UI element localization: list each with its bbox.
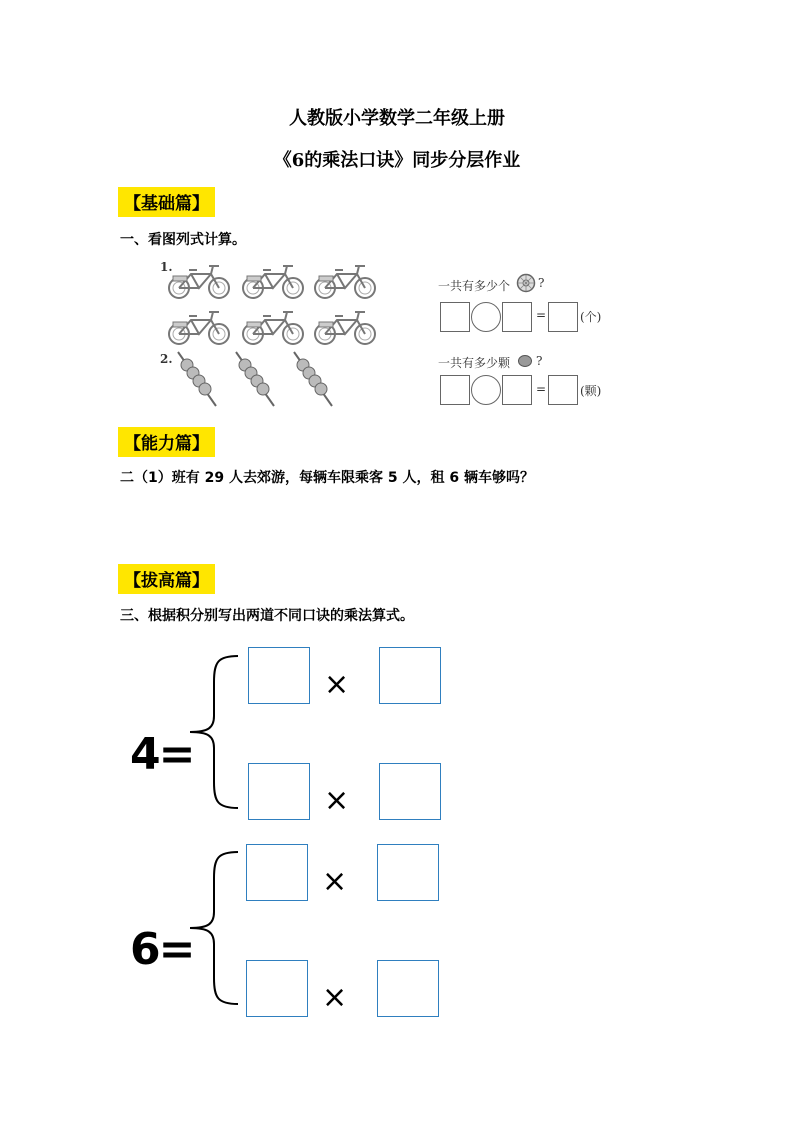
item-1-question-mark: ?	[538, 276, 545, 290]
answer-box-6-b2[interactable]	[377, 960, 439, 1017]
answer-box-6-a2[interactable]	[377, 844, 439, 901]
answer-box-1b[interactable]	[502, 302, 532, 332]
curly-brace-1	[186, 652, 242, 812]
question-1: 一、看图列式计算。	[120, 232, 246, 248]
skewers-illustration	[172, 350, 342, 410]
wheel-icon	[516, 273, 536, 293]
section-tag-basic: 【基础篇】	[118, 187, 215, 217]
bicycles-illustration	[165, 258, 380, 350]
product-4-label: 4=	[130, 729, 194, 780]
answer-box-2c[interactable]	[548, 375, 578, 405]
question-2: 二（1）班有 29 人去郊游，每辆车限乘客 5 人，租 6 辆车够吗？	[120, 470, 534, 486]
times-sign-6-1: ×	[322, 864, 348, 899]
section-tag-advanced: 【拔高篇】	[118, 564, 215, 594]
answer-box-6-a1[interactable]	[246, 844, 308, 901]
operator-circle-2[interactable]	[471, 375, 501, 405]
item-1-label: 1.	[160, 260, 173, 274]
curly-brace-2	[186, 848, 242, 1008]
question-3: 三、根据积分别写出两道不同口诀的乘法算式。	[120, 608, 414, 624]
answer-box-2a[interactable]	[440, 375, 470, 405]
item-2-prompt: 一共有多少颗	[438, 356, 511, 370]
operator-circle-1[interactable]	[471, 302, 501, 332]
times-sign-4-1: ×	[324, 667, 350, 702]
answer-box-1c[interactable]	[548, 302, 578, 332]
answer-box-1a[interactable]	[440, 302, 470, 332]
times-sign-6-2: ×	[322, 980, 348, 1015]
unit-label-2: (颗)	[580, 384, 602, 398]
times-sign-4-2: ×	[324, 783, 350, 818]
answer-box-6-b1[interactable]	[246, 960, 308, 1017]
answer-box-4-a1[interactable]	[248, 647, 310, 704]
section-tag-ability: 【能力篇】	[118, 427, 215, 457]
equals-sign-1: =	[536, 308, 547, 322]
unit-label-1: (个)	[580, 310, 602, 324]
item-2-label: 2.	[160, 352, 173, 366]
product-6-label: 6=	[130, 924, 194, 975]
ball-icon	[517, 354, 533, 368]
page-subtitle: 《6的乘法口诀》同步分层作业	[273, 150, 521, 171]
answer-box-4-b2[interactable]	[379, 763, 441, 820]
item-1-prompt: 一共有多少个	[438, 279, 511, 293]
page-title: 人教版小学数学二年级上册	[289, 108, 505, 129]
item-2-question-mark: ?	[536, 354, 543, 368]
equals-sign-2: =	[536, 382, 547, 396]
answer-box-4-b1[interactable]	[248, 763, 310, 820]
answer-box-4-a2[interactable]	[379, 647, 441, 704]
answer-box-2b[interactable]	[502, 375, 532, 405]
